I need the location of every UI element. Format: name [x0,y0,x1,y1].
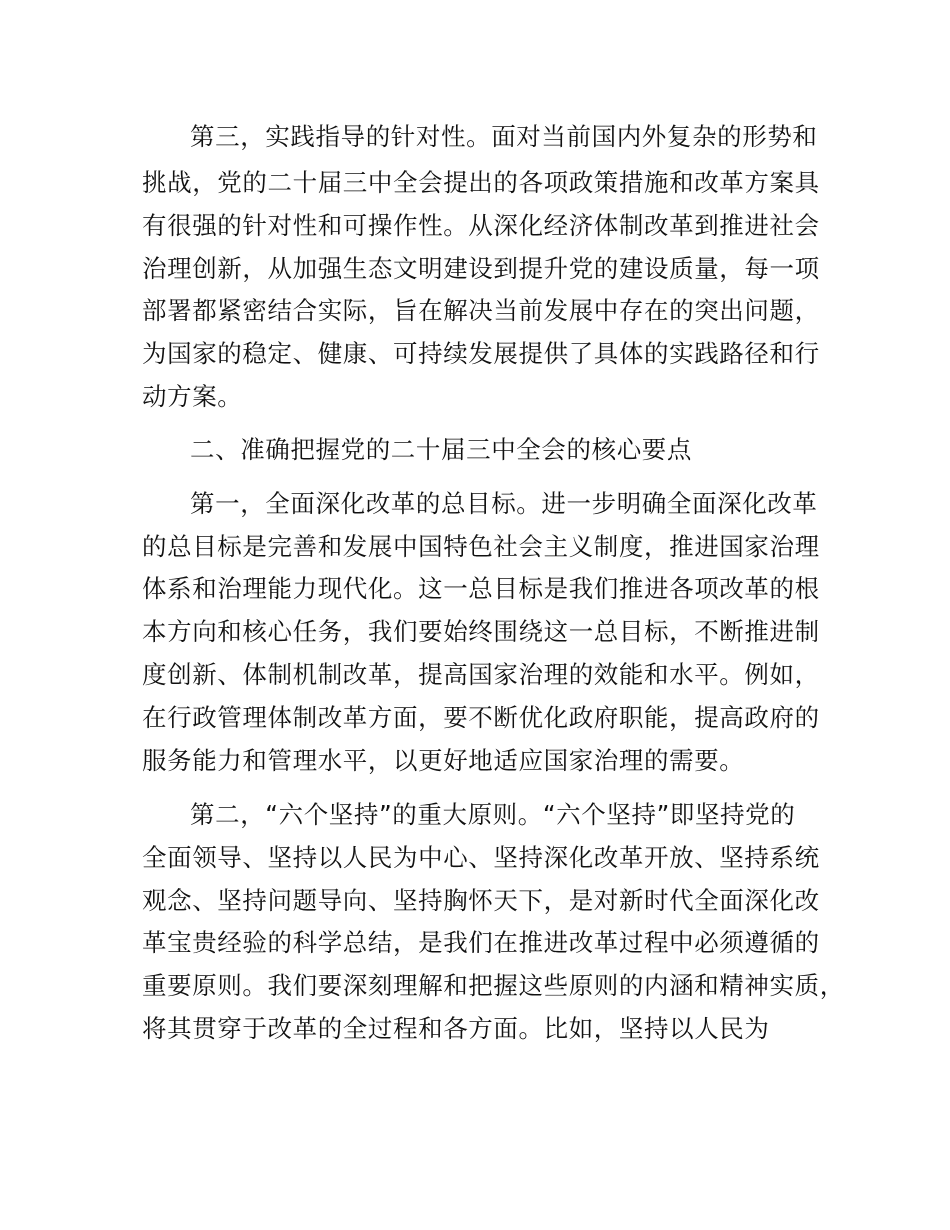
text-line: 治理创新，从加强生态文明建设到提升党的建设质量，每一项 [142,254,820,283]
text-line: 动方案。 [142,382,243,411]
text-line: 将其贯穿于改革的全过程和各方面。比如，坚持以人民为 [142,1014,770,1043]
section-heading: 二、准确把握党的二十届三中全会的核心要点 [190,435,692,464]
text-line: 挑战，党的二十届三中全会提出的各项政策措施和改革方案具 [142,168,820,197]
text-line: 第三，实践指导的针对性。面对当前国内外复杂的形势和 [190,122,818,151]
text-line: 部署都紧密结合实际，旨在解决当前发展中存在的突出问题， [142,296,820,325]
text-line: 第二，“六个坚持”的重大原则。“六个坚持”即坚持党的 [190,800,796,829]
text-line: 服务能力和管理水平，以更好地适应国家治理的需要。 [142,746,745,775]
text-line: 在行政管理体制改革方面，要不断优化政府职能，提高政府的 [142,703,820,732]
text-line: 的总目标是完善和发展中国特色社会主义制度，推进国家治理 [142,532,820,561]
text-line: 第一，全面深化改革的总目标。进一步明确全面深化改革 [190,489,818,518]
text-line: 为国家的稳定、健康、可持续发展提供了具体的实践路径和行 [142,339,820,368]
text-line: 重要原则。我们要深刻理解和把握这些原则的内涵和精神实质， [142,971,845,1000]
text-line: 观念、坚持问题导向、坚持胸怀天下，是对新时代全面深化改 [142,886,820,915]
text-line: 全面领导、坚持以人民为中心、坚持深化改革开放、坚持系统 [142,843,820,872]
text-line: 革宝贵经验的科学总结，是我们在推进改革过程中必须遵循的 [142,928,820,957]
text-line: 体系和治理能力现代化。这一总目标是我们推进各项改革的根 [142,574,820,603]
text-line: 度创新、体制机制改革，提高国家治理的效能和水平。例如， [142,660,820,689]
text-line: 有很强的针对性和可操作性。从深化经济体制改革到推进社会 [142,211,820,240]
text-line: 本方向和核心任务，我们要始终围绕这一总目标，不断推进制 [142,617,820,646]
